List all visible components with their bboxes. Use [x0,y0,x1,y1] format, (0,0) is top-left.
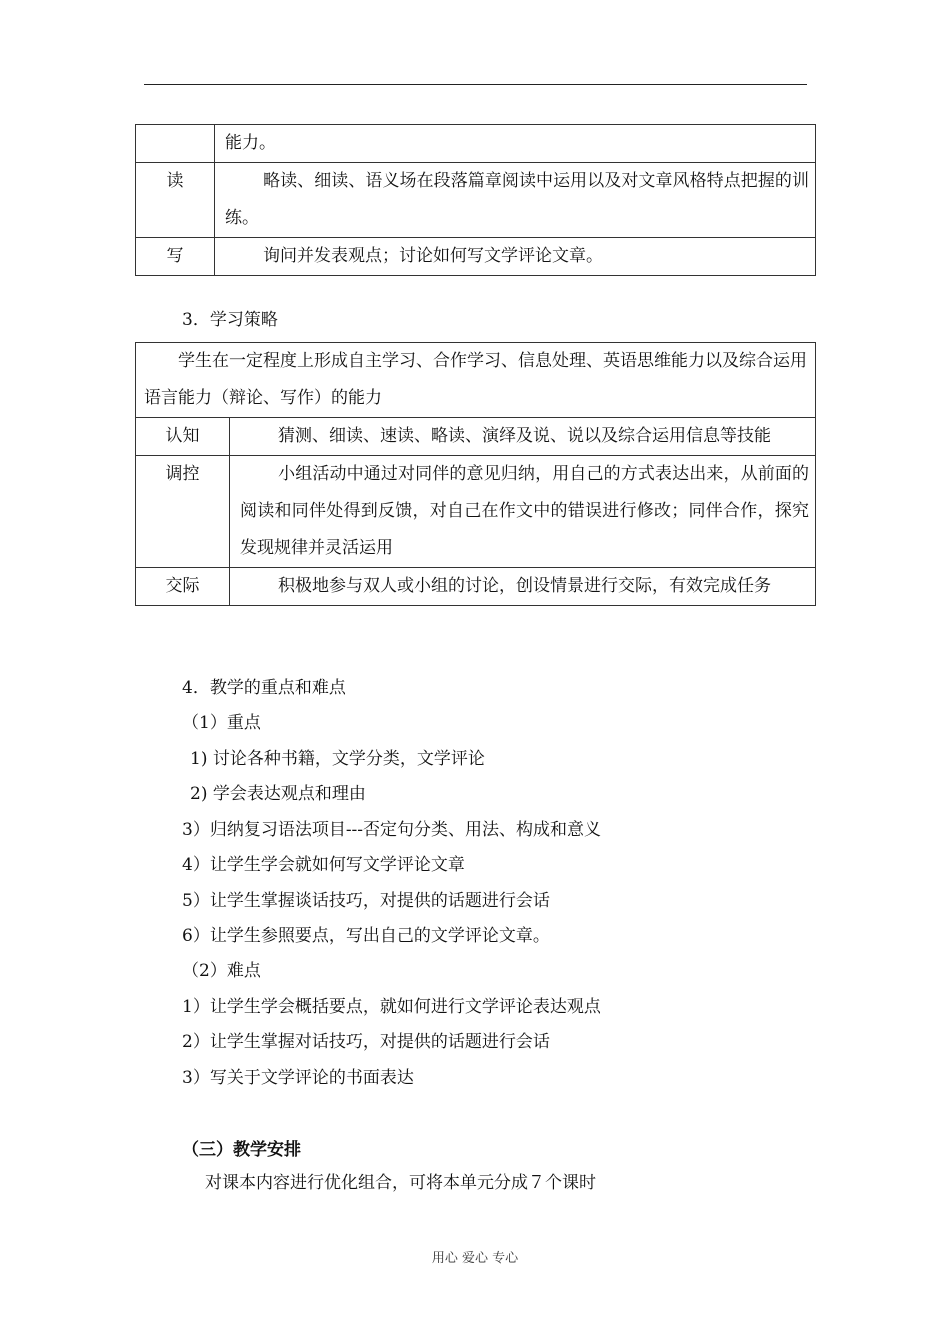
strategy-intro: 学生在一定程度上形成自主学习、合作学习、信息处理、英语思维能力以及综合运用语言能力（辩论、写作）的能力 [144,351,807,408]
cognition-text-cell [230,418,816,456]
read-text: 略读、细读、语义场在段落篇章阅读中运用以及对文章风格特点把握的训练。 [225,171,809,228]
cognition-text: 猜测、细读、速读、略读、演绎及说、说以及综合运用信息等技能 [278,426,771,446]
list-item: 2）让学生掌握对话技巧，对提供的话题进行会话 [182,1032,550,1052]
read-label: 读 [136,163,215,238]
table-row [136,456,816,568]
regulation-text: 小组活动中通过对同伴的意见归纳，用自己的方式表达出来，从前面的阅读和同伴处得到反馈，对自己在作文中的错误进行修改；同伴合作，探究发现规律并灵活运用 [240,464,809,558]
skills-table [135,124,816,276]
list-item: 6）让学生参照要点，写出自己的文学评论文章。 [182,926,550,946]
header-rule [144,84,807,85]
list-item: 4）让学生学会就如何写文学评论文章 [182,855,465,875]
table-row [136,568,816,606]
list-item: 5）让学生掌握谈话技巧，对提供的话题进行会话 [182,891,550,911]
difficult-points-heading: （2）难点 [182,961,261,981]
page-footer: 用心 爱心 专心 [431,1251,519,1266]
list-item: 3）写关于文学评论的书面表达 [182,1068,414,1088]
communication-text-cell [230,568,816,606]
write-text: 询问并发表观点；讨论如何写文学评论文章。 [263,246,603,266]
table-row [136,343,816,418]
strategy-intro-cell [136,343,816,418]
section3-heading: 3．学习策略 [182,310,278,330]
list-item: 1) 讨论各种书籍，文学分类，文学评论 [190,749,485,769]
write-text-cell [215,238,816,276]
table-row [136,125,816,163]
table-row [136,238,816,276]
communication-label: 交际 [136,568,230,606]
table-row [136,418,816,456]
regulation-text-cell [230,456,816,568]
continuation-cell: 能力。 [215,125,816,163]
write-label: 写 [136,238,215,276]
read-text-cell [215,163,816,238]
strategy-table [135,342,816,606]
list-item: 2) 学会表达观点和理由 [190,784,366,804]
communication-text: 积极地参与双人或小组的讨论，创设情景进行交际，有效完成任务 [278,576,771,596]
list-item: 3）归纳复习语法项目---否定句分类、用法、构成和意义 [182,820,602,840]
teaching-arrangement-heading: （三）教学安排 [182,1140,301,1160]
section4-heading: 4．教学的重点和难点 [182,678,346,698]
cognition-label: 认知 [136,418,230,456]
list-item: 1）让学生学会概括要点，就如何进行文学评论表达观点 [182,997,601,1017]
table-row [136,163,816,238]
regulation-label: 调控 [136,456,230,568]
empty-label-cell [136,125,215,163]
teaching-arrangement-text: 对课本内容进行优化组合，可将本单元分成７个课时 [205,1173,596,1193]
key-points-heading: （1）重点 [182,713,261,733]
